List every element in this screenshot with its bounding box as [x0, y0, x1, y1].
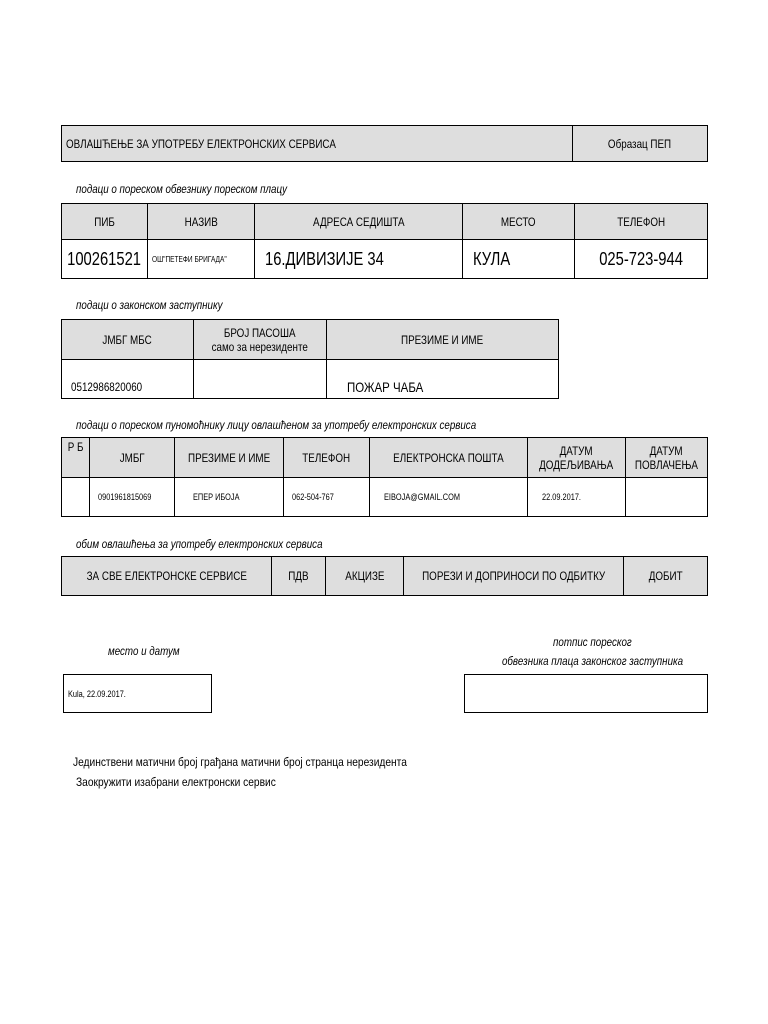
value-proxy-phone: 062-504-767 [283, 477, 370, 517]
header-passport [193, 319, 327, 360]
scope-all-services[interactable]: ЗА СВЕ ЕЛЕКТРОНСКЕ СЕРВИСЕ [61, 556, 272, 596]
header-pib: ПИБ [61, 203, 148, 240]
value-proxy-jmbg: 0901961815069 [89, 477, 175, 517]
value-phone: 025-723-944 [574, 239, 708, 279]
representative-section-label: подаци о законском заступнику [76, 300, 223, 312]
header-phone: ТЕЛЕФОН [574, 203, 708, 240]
value-naziv: ОШ"ПЕТЕФИ БРИГАДА" [147, 239, 255, 279]
note-circle-service: Заокружити изабрани електронски сервис [76, 775, 276, 789]
value-proxy-name: ЕПЕР ИБОЈА [174, 477, 284, 517]
header-date-revoked-line2: ПОВЛАЧЕЊА [634, 457, 699, 472]
header-proxy-phone: ТЕЛЕФОН [283, 437, 370, 478]
form-title: ОВЛАШЋЕЊЕ ЗА УПОТРЕБУ ЕЛЕКТРОНСКИХ СЕРВИСА [61, 125, 573, 162]
proxy-section-label: подаци о пореском пуномоћнику лицу овлашћеном за употребу електронских сервиса [76, 420, 477, 432]
signature-label-line2: обвезника плаца законског заступника [502, 656, 684, 668]
header-jmbg-mbs: ЈМБГ МБС [61, 319, 194, 360]
place-date-field: Kula, 22.09.2017. [63, 674, 212, 713]
value-passport [193, 359, 327, 399]
header-rb: Р Б [61, 437, 90, 478]
value-email: EIBOJA@GMAIL.COM [369, 477, 528, 517]
header-date-revoked [625, 437, 708, 478]
value-rb [61, 477, 90, 517]
scope-excise[interactable]: АКЦИЗЕ [325, 556, 404, 596]
header-naziv: НАЗИВ [147, 203, 255, 240]
header-email: ЕЛЕКТРОНСКА ПОШТА [369, 437, 528, 478]
scope-section-label: обим овлашћења за употребу електронских сервиса [76, 539, 323, 551]
scope-vat[interactable]: ПДВ [271, 556, 326, 596]
scope-withholding-taxes[interactable]: ПОРЕЗИ И ДОПРИНОСИ ПО ОДБИТКУ [403, 556, 624, 596]
header-place: МЕСТО [462, 203, 575, 240]
header-date-assigned [527, 437, 626, 478]
header-address: АДРЕСА СЕДИШТА [254, 203, 463, 240]
value-place: КУЛА [462, 239, 575, 279]
header-date-assigned-line2: ДОДЕЉИВАЊА [539, 457, 614, 472]
value-full-name: ПОЖАР ЧАБА [326, 359, 559, 399]
header-passport-line1: БРОЈ ПАСОША [224, 325, 296, 340]
taxpayer-section-label: подаци о пореском обвезнику пореском плацу [76, 184, 288, 196]
header-date-assigned-line1: ДАТУМ [560, 443, 593, 458]
value-date-revoked [625, 477, 708, 517]
value-jmbg-mbs: 0512986820060 [61, 359, 194, 399]
value-pib: 100261521 [61, 239, 148, 279]
header-full-name: ПРЕЗИМЕ И ИМЕ [326, 319, 559, 360]
value-date-assigned: 22.09.2017. [527, 477, 626, 517]
header-date-revoked-line1: ДАТУМ [650, 443, 683, 458]
note-jmbg: Јединствени матични број грађана матични број странца нерезидента [73, 755, 407, 769]
header-jmbg: ЈМБГ [89, 437, 175, 478]
header-passport-line2: само за нерезиденте [211, 339, 309, 354]
value-address: 16.ДИВИЗИЈЕ 34 [254, 239, 463, 279]
signature-label-line1: потпис пореског [553, 637, 632, 649]
form-code: Образац ПЕП [572, 125, 708, 162]
scope-profit[interactable]: ДОБИТ [623, 556, 708, 596]
place-date-label: место и датум [108, 646, 180, 658]
signature-field [464, 674, 708, 713]
header-proxy-name: ПРЕЗИМЕ И ИМЕ [174, 437, 284, 478]
